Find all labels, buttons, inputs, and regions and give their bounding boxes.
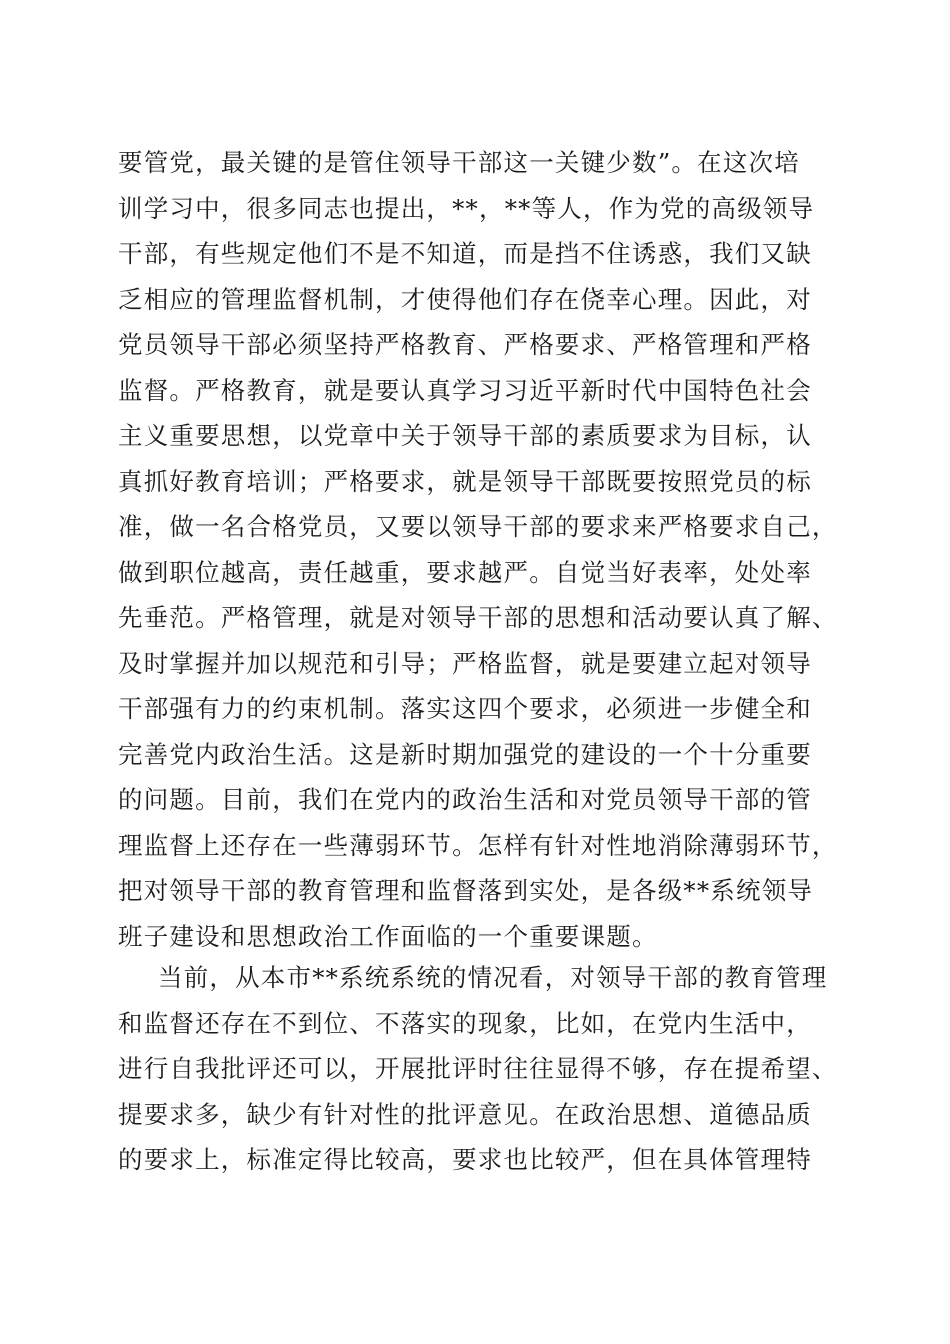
text-line: 监督。严格教育，就是要认真学习习近平新时代中国特色社会: [118, 375, 812, 405]
text-line: 的要求上，标准定得比较高，要求也比较严，但在具体管理特: [118, 1145, 812, 1174]
text-line: 班子建设和思想政治工作面临的一个重要课题。: [118, 921, 658, 951]
text-line: 提要求多，缺少有针对性的批评意见。在政治思想、道德品质: [118, 1099, 812, 1129]
text-line: 把对领导干部的教育管理和监督落到实处，是各级**系统领导: [118, 876, 814, 905]
text-line: 真抓好教育培训；严格要求，就是领导干部既要按照党员的标: [118, 466, 812, 496]
text-line: 准，做一名合格党员，又要以领导干部的要求来严格要求自己，: [118, 512, 838, 541]
paragraph-2: [118, 955, 838, 1183]
text-line: 做到职位越高，责任越重，要求越严。自觉当好表率，处处率: [118, 557, 812, 587]
text-line: 和监督还存在不到位、不落实的现象，比如，在党内生活中，: [118, 1008, 812, 1038]
text-line: 要管党，最关键的是管住领导干部这一关键少数”。在这次培: [118, 148, 800, 177]
text-line: 干部强有力的约束机制。落实这四个要求，必须进一步健全和: [118, 694, 812, 723]
text-line: 先垂范。严格管理，就是对领导干部的思想和活动要认真了解、: [118, 603, 838, 632]
text-line: 乏相应的管理监督机制，才使得他们存在侥幸心理。因此，对: [118, 284, 812, 314]
paragraph-1: [118, 140, 838, 959]
text-line: 干部，有些规定他们不是不知道，而是挡不住诱惑，我们又缺: [118, 239, 812, 268]
text-line: 主义重要思想，以党章中关于领导干部的素质要求为目标，认: [118, 421, 812, 450]
text-line: 完善党内政治生活。这是新时期加强党的建设的一个十分重要: [118, 739, 812, 769]
text-line: 当前，从本市**系统系统的情况看，对领导干部的教育管理: [158, 963, 828, 992]
text-line: 及时掌握并加以规范和引导；严格监督，就是要建立起对领导: [118, 648, 812, 678]
text-line: 党员领导干部必须坚持严格教育、严格要求、严格管理和严格: [118, 330, 812, 359]
text-line: 训学习中，很多同志也提出，**，**等人，作为党的高级领导: [118, 193, 815, 223]
text-line: 理监督上还存在一些薄弱环节。怎样有针对性地消除薄弱环节，: [118, 830, 838, 860]
text-line: 进行自我批评还可以，开展批评时往往显得不够，存在提希望、: [118, 1054, 838, 1083]
text-line: 的问题。目前，我们在党内的政治生活和对党员领导干部的管: [118, 785, 812, 814]
